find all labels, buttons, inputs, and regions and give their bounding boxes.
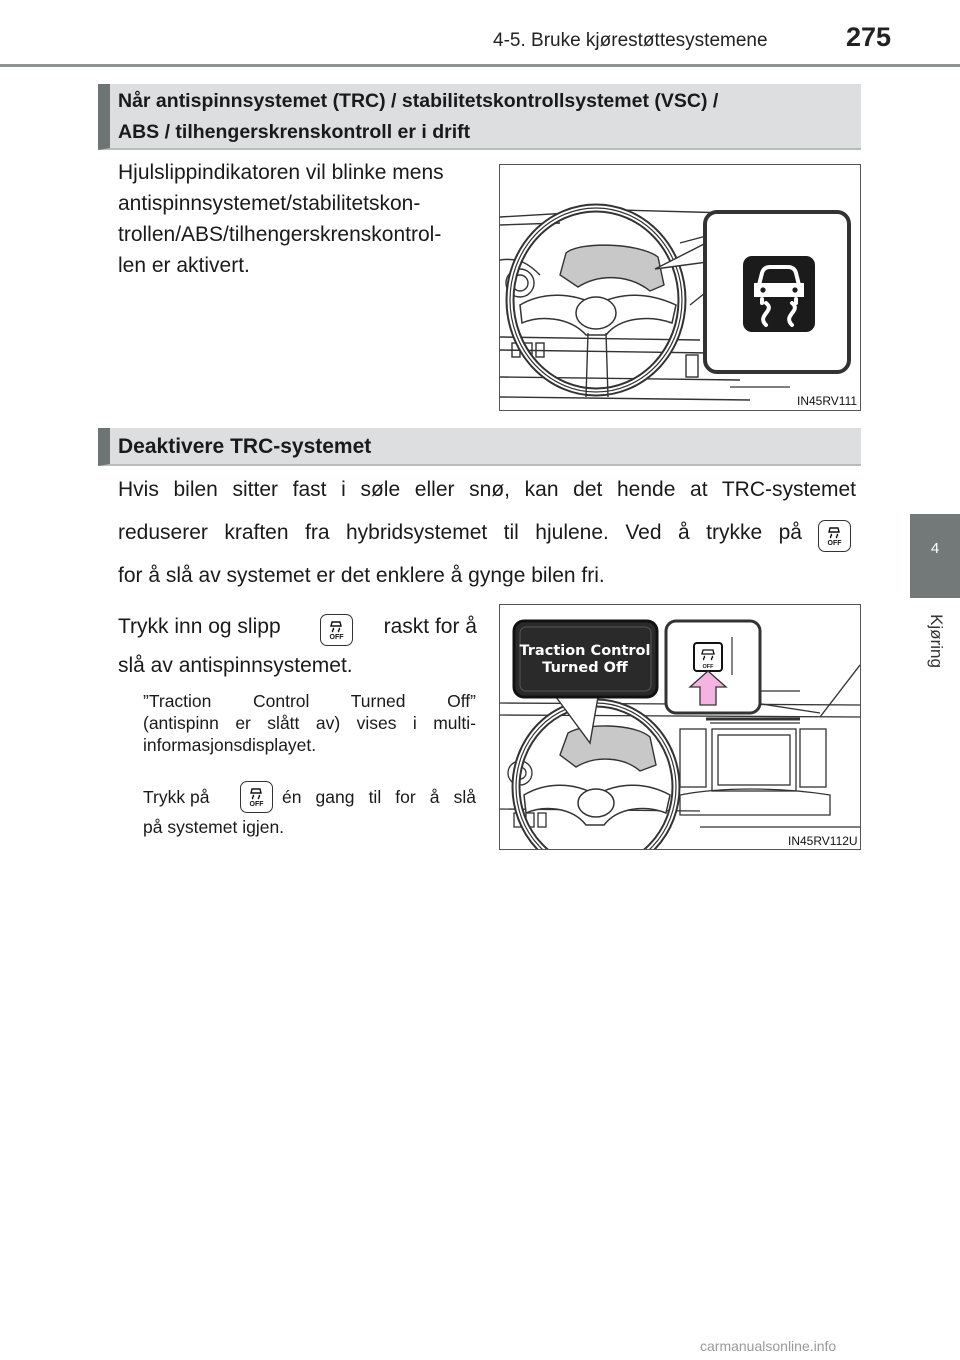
reactivate-note: på systemet igjen. — [143, 817, 285, 837]
text-line: (antispinn er slått av) vises i multi- — [143, 713, 476, 733]
dashboard-illustration — [500, 165, 861, 411]
section-heading-line: ABS / tilhengerskrenskontroll er i drift — [118, 121, 471, 143]
press-release-text: slå av antispinnsystemet. — [118, 654, 353, 677]
page-number: 275 — [846, 22, 892, 52]
display-message-line1: Traction Control — [519, 643, 651, 659]
off-label: OFF — [827, 540, 842, 547]
text-line: trollen/ABS/tilhengerskrenskontrol- — [118, 223, 442, 246]
vsc-off-button-icon — [240, 781, 273, 813]
trc-intro-line: for å slå av systemet er det enklere å gynge bilen fri. — [118, 564, 605, 587]
trc-off-figure — [499, 604, 861, 850]
section-heading-deactivate-trc: Deaktivere TRC-systemet — [98, 428, 861, 466]
figure-code: IN45RV111 — [797, 394, 858, 408]
section-heading-in-operation — [98, 84, 861, 150]
text-line: informasjonsdisplayet. — [143, 735, 317, 755]
text-line: antispinnsystemet/stabilitetskon- — [118, 192, 421, 215]
off-label: OFF — [329, 634, 344, 641]
reactivate-note: én gang til for å slå — [282, 787, 476, 807]
dashboard-illustration — [500, 605, 861, 850]
chapter-tab-label: Kjøring — [927, 614, 946, 668]
display-message-line2: Turned Off — [542, 660, 628, 676]
chapter-tab-number: 4 — [930, 540, 940, 557]
off-label: OFF — [702, 664, 714, 670]
header-rule — [0, 64, 960, 67]
slip-indicator-text — [118, 157, 488, 281]
section-heading-line: Når antispinnsystemet (TRC) / stabilitetskontrollsystemet (VSC) / — [118, 90, 719, 112]
text-line: Hjulslippindikatoren vil blinke mens — [118, 161, 444, 184]
slip-indicator-figure — [499, 164, 861, 411]
watermark: carmanualsonline.info — [700, 1338, 837, 1354]
text-line: ”Traction Control Turned Off” — [143, 691, 476, 711]
off-label: OFF — [249, 801, 264, 808]
reactivate-note: Trykk på — [143, 787, 210, 807]
press-release-text: raskt for å — [383, 615, 477, 638]
vsc-off-button-icon — [320, 614, 353, 646]
text-line: len er aktivert. — [118, 254, 250, 277]
vsc-off-button-icon — [818, 520, 851, 552]
figure-code: IN45RV112U — [788, 834, 858, 848]
trc-intro-line: Hvis bilen sitter fast i søle eller snø, kan det hende at TRC-systemet — [118, 478, 856, 501]
display-message-note — [143, 690, 476, 756]
press-release-text: Trykk inn og slipp — [118, 615, 281, 638]
trc-intro-line: reduserer kraften fra hybridsystemet til hjulene. Ved å trykke på — [118, 521, 802, 544]
chapter-title: 4-5. Bruke kjørestøttesystemene — [493, 30, 768, 51]
